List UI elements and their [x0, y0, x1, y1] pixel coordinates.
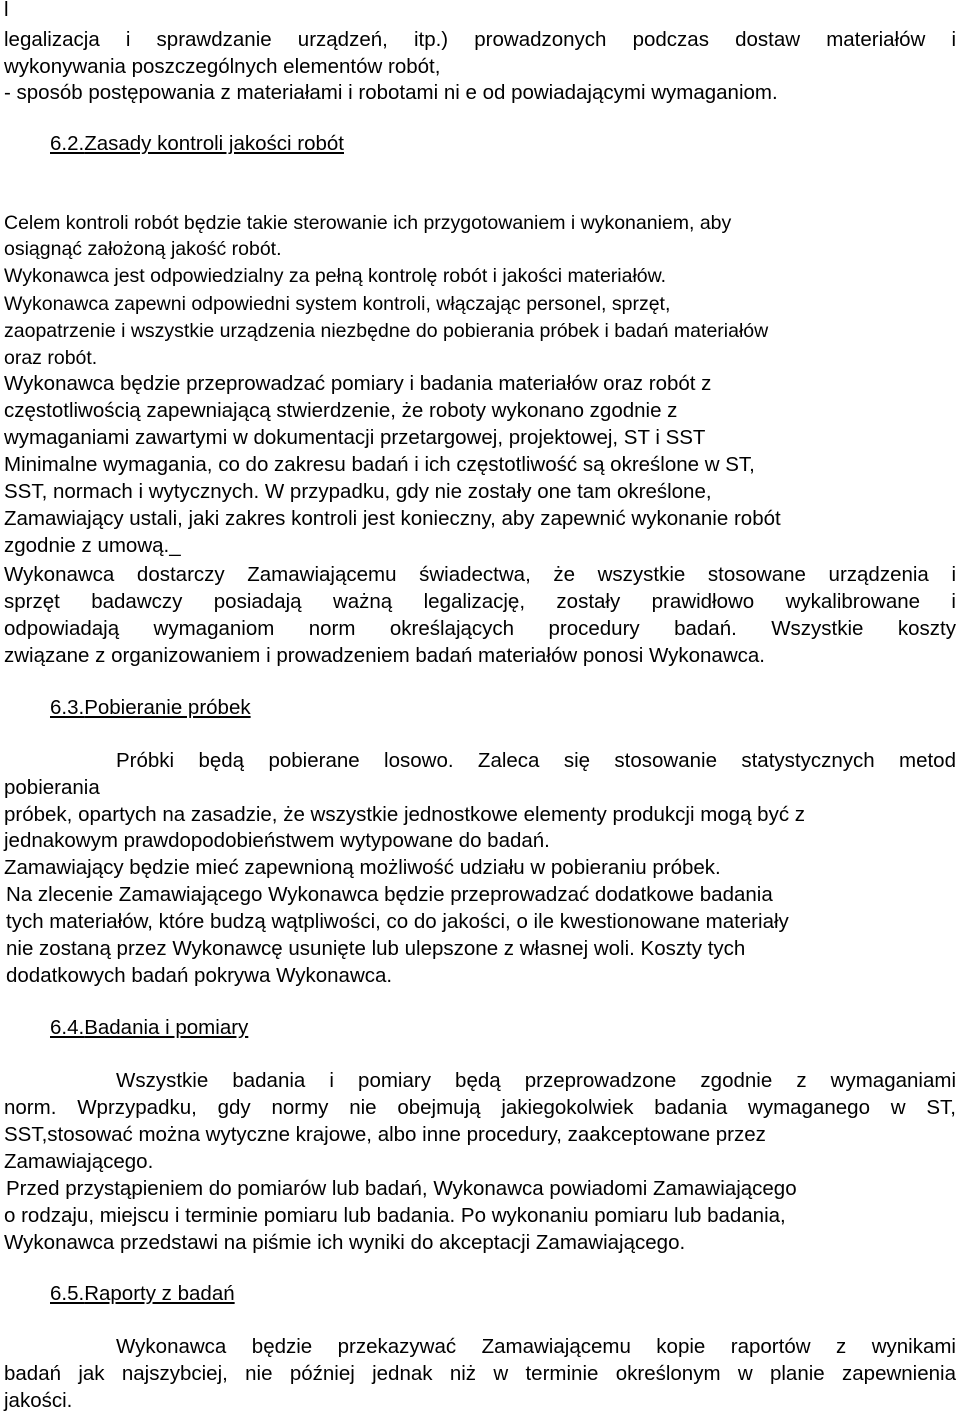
- text-line: próbek, opartych na zasadzie, że wszystkie jednostkowe elementy produkcji mogą być z: [4, 803, 806, 826]
- text-line: l: [4, 0, 9, 21]
- text-line: dodatkowych badań pokrywa Wykonawca.: [6, 964, 393, 987]
- text-line: Minimalne wymagania, co do zakresu badań i ich częstotliwość są określone w ST,: [4, 453, 755, 476]
- text-line: jakości.: [4, 1389, 73, 1412]
- text-line: nie zostaną przez Wykonawcę usunięte lub ulepszone z własnej woli. Koszty tych: [6, 937, 746, 960]
- section-number: 6.3.: [50, 696, 85, 719]
- text-line: legalizacja i sprawdzanie urządzeń, itp.) prowadzonych podczas dostaw materiałów i: [4, 28, 956, 51]
- text-line: tych materiałów, które budzą wątpliwości, co do jakości, o ile kwestionowane materiały: [6, 910, 789, 933]
- text-line: Wykonawca dostarczy Zamawiającemu świadectwa, że wszystkie stosowane urządzenia i: [4, 563, 956, 586]
- section-title: Badania i pomiary: [84, 1016, 249, 1039]
- text-line: odpowiadają wymaganiom norm określających procedury badań. Wszystkie koszty: [4, 617, 956, 640]
- text-line: Wykonawca jest odpowiedzialny za pełną kontrolę robót i jakości materiałów.: [4, 265, 667, 287]
- text-line: osiągnąć założoną jakość robót.: [4, 238, 282, 260]
- section-number: 6.2.: [50, 132, 85, 155]
- section-number: 6.4.: [50, 1016, 85, 1039]
- text-line: pobierania: [4, 776, 100, 799]
- text-line: Zamawiającego.: [4, 1150, 154, 1173]
- text-line: sprzęt badawczy posiadają ważną legalizację, zostały prawidłowo wykalibrowane i: [4, 590, 956, 613]
- text-line: SST,stosować można wytyczne krajowe, albo inne procedury, zaakceptowane przez: [4, 1123, 766, 1146]
- text-line: Przed przystąpieniem do pomiarów lub badań, Wykonawca powiadomi Zamawiającego: [6, 1177, 797, 1200]
- text-line: Na zlecenie Zamawiającego Wykonawca będzie przeprowadzać dodatkowe badania: [6, 883, 773, 906]
- text-line: Próbki będą pobierane losowo. Zaleca się stosowanie statystycznych metod: [116, 749, 956, 772]
- text-line: zgodnie z umową._: [4, 534, 181, 557]
- text-line: Wykonawca przedstawi na piśmie ich wyniki do akceptacji Zamawiającego.: [4, 1231, 686, 1254]
- text-line: Zamawiający ustali, jaki zakres kontroli jest konieczny, aby zapewnić wykonanie robót: [4, 507, 781, 530]
- text-line: - sposób postępowania z materiałami i robotami ni e od powiadającymi wymaganiom.: [4, 81, 778, 104]
- text-line: Wykonawca będzie przekazywać Zamawiającemu kopie raportów z wynikami: [116, 1335, 956, 1358]
- text-line: jednakowym prawdopodobieństwem wytypowane do badań.: [4, 829, 550, 852]
- text-line: SST, normach i wytycznych. W przypadku, gdy nie zostały one tam określone,: [4, 480, 712, 503]
- section-heading-6-5: [50, 1280, 235, 1307]
- text-line: Wszystkie badania i pomiary będą przeprowadzone zgodnie z wymaganiami: [116, 1069, 956, 1092]
- section-title: Pobieranie próbek: [84, 696, 251, 719]
- text-line: badań jak najszybciej, nie później jednak niż w terminie określonym w planie zapewnienia: [4, 1362, 956, 1385]
- section-title: Zasady kontroli jakości robót: [84, 132, 344, 155]
- text-line: Wykonawca będzie przeprowadzać pomiary i badania materiałów oraz robót z: [4, 372, 712, 395]
- section-heading-6-4: [50, 1014, 248, 1041]
- text-line: Wykonawca zapewni odpowiedni system kontroli, włączając personel, sprzęt,: [4, 293, 671, 315]
- text-line: Celem kontroli robót będzie takie sterowanie ich przygotowaniem i wykonaniem, aby: [4, 212, 732, 234]
- text-line: częstotliwością zapewniającą stwierdzenie, że roboty wykonano zgodnie z: [4, 399, 678, 422]
- section-heading-6-2: [50, 130, 344, 157]
- text-line: związane z organizowaniem i prowadzeniem badań materiałów ponosi Wykonawca.: [4, 644, 765, 667]
- text-line: zaopatrzenie i wszystkie urządzenia niezbędne do pobierania próbek i badań materiałów: [4, 320, 769, 342]
- section-heading-6-3: [50, 694, 251, 721]
- text-line: Zamawiający będzie mieć zapewnioną możliwość udziału w pobieraniu próbek.: [4, 856, 721, 879]
- section-title: Raporty z badań: [84, 1282, 235, 1305]
- text-line: wykonywania poszczególnych elementów robót,: [4, 55, 441, 78]
- text-line: norm. Wprzypadku, gdy normy nie obejmują jakiegokolwiek badania wymaganego w ST,: [4, 1096, 956, 1119]
- section-number: 6.5.: [50, 1282, 85, 1305]
- text-line: oraz robót.: [4, 347, 98, 369]
- text-line: wymaganiami zawartymi w dokumentacji przetargowej, projektowej, ST i SST: [4, 426, 706, 449]
- text-line: o rodzaju, miejscu i terminie pomiaru lub badania. Po wykonaniu pomiaru lub badania,: [4, 1204, 786, 1227]
